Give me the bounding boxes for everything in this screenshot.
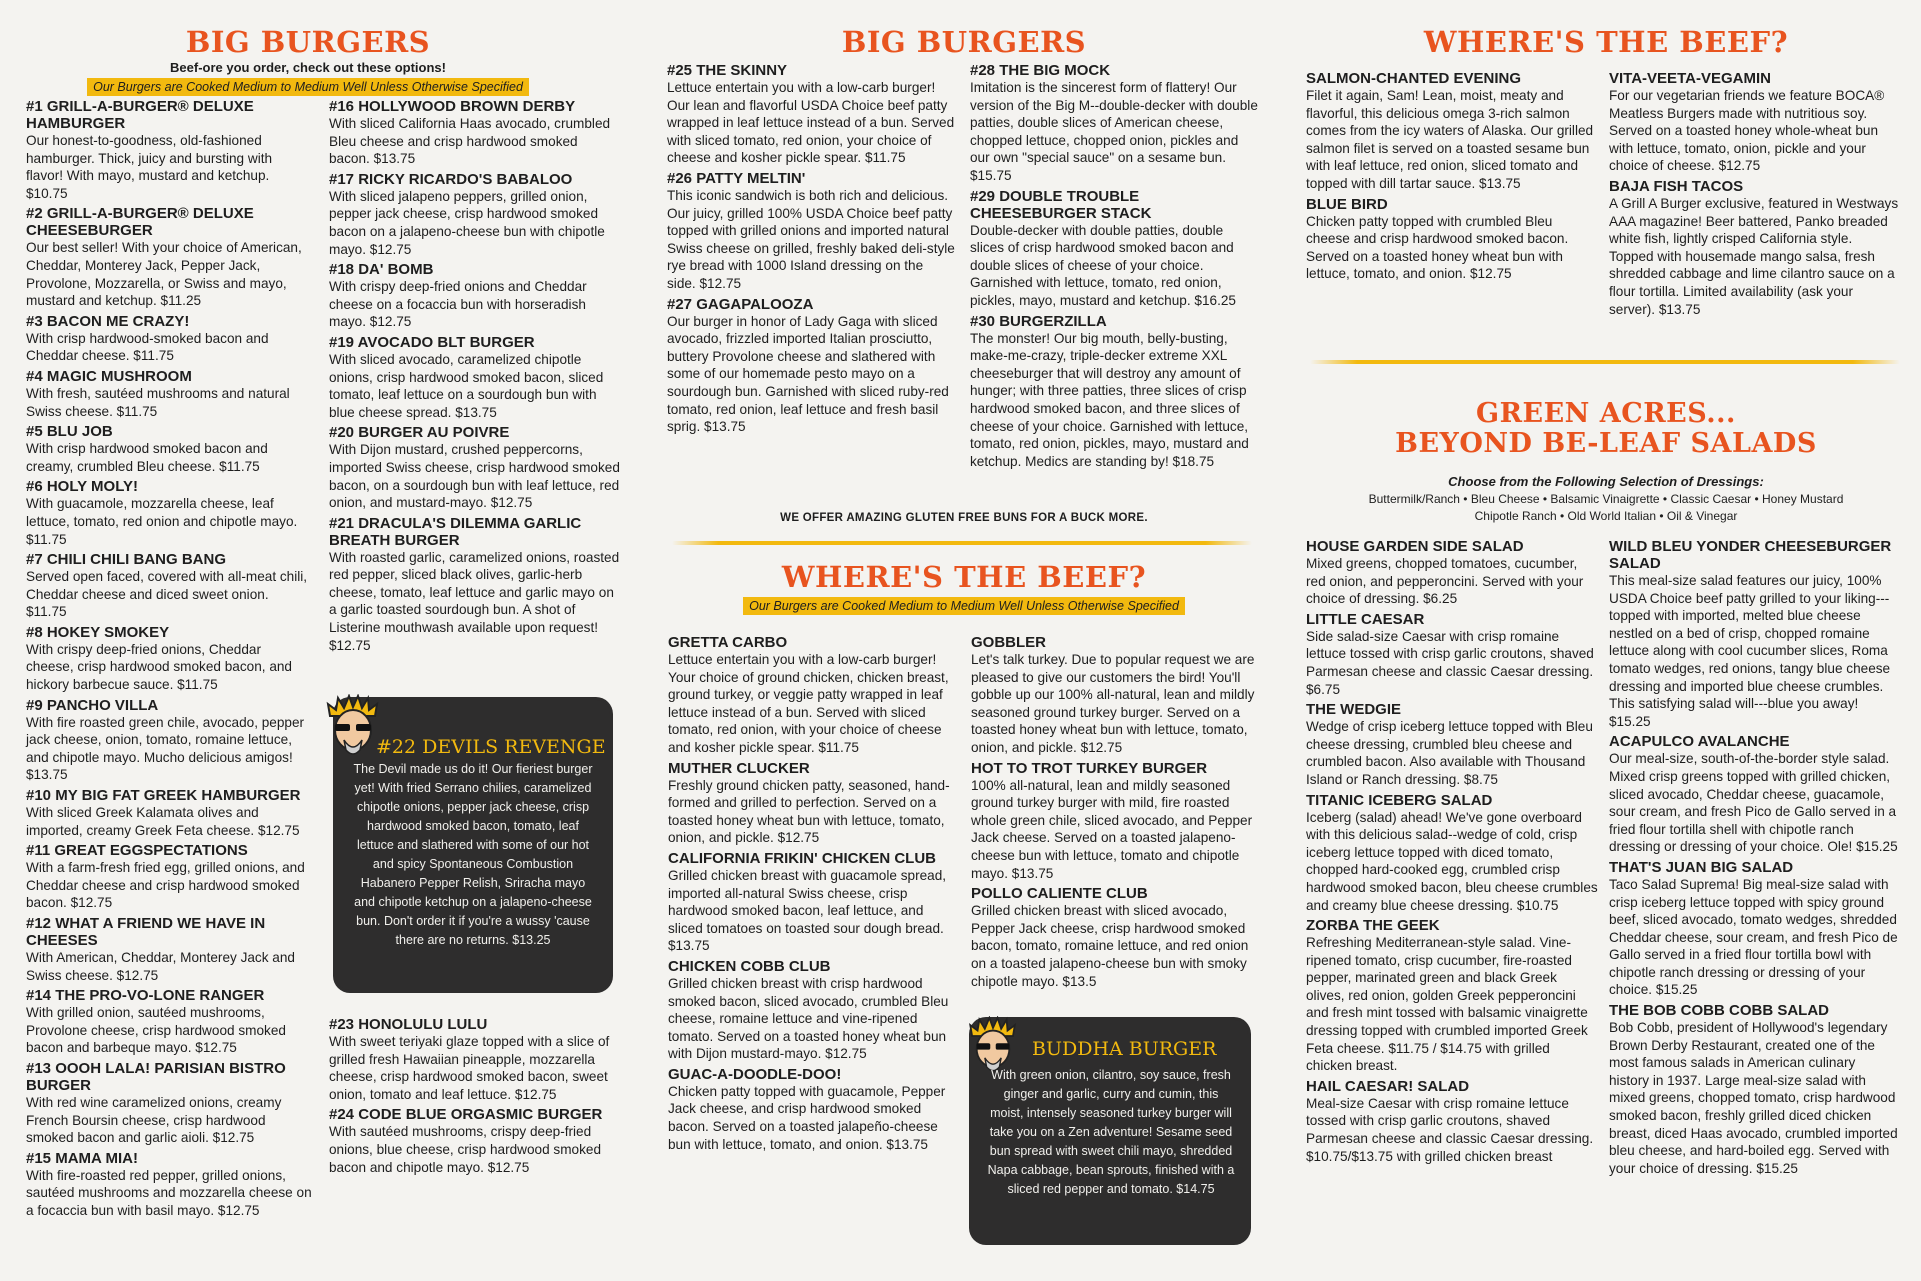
menu-item	[1306, 917, 1598, 1075]
menu-item-description: Bob Cobb, president of Hollywood's legendary Brown Derby Restaurant, created one of the most famous salads in American culinary history in 1937. Large meal-size salad with mixed greens, chopped tomato, crisp hardwood smoked bacon, freshly grilled diced chicken breast, diced Haas avocado, crumbled imported bleu cheese, and hard-boiled egg. Served with your choice of dressing. $15.25	[1609, 1020, 1898, 1176]
special-description: With green onion, cilantro, soy sauce, fresh ginger and garlic, curry and cumin, this moist, intensely seasoned turkey burger will take you on a Zen adventure! Sesame seed bun spread with sweet chili mayo, shredded Napa cabbage, bean sprouts, finished with a sliced red pepper and tomato. $14.75	[987, 1068, 1235, 1196]
menu-item-name: LITTLE CAESAR	[1306, 610, 1425, 628]
menu-item-description: With American, Cheddar, Monterey Jack and Swiss cheese. $12.75	[26, 950, 295, 983]
menu-item-description: With guacamole, mozzarella cheese, leaf lettuce, tomato, red onion and chipotle mayo. $11.75	[26, 496, 298, 547]
menu-item-description: 100% all-natural, lean and mildly seasoned ground turkey burger with mild, fire roasted whole green chile, sliced avocado, and Pepper Jack cheese. Served on a toasted jalapeno-cheese bun with lettuce, tomato and chipotle mayo. $13.75	[971, 777, 1253, 881]
menu-item	[970, 188, 1258, 310]
special-buddha-burger	[972, 1020, 1248, 1242]
menu-item-description: With Dijon mustard, crushed peppercorns, imported Swiss cheese, crisp hardwood smoked bacon, on a sourdough bun with leaf lettuce, red onion, and mustard-mayo. $12.75	[329, 442, 620, 511]
menu-column	[970, 62, 1258, 473]
menu-item-name: BLUE BIRD	[1306, 195, 1388, 213]
menu-item-name: #6 HOLY MOLY!	[26, 478, 138, 496]
menu-item-description: Side salad-size Caesar with crisp romaine lettuce tossed with crisp garlic croutons, shaved Parmesan cheese and classic Caesar dressing. $6.75	[1306, 628, 1594, 697]
menu-item	[1306, 792, 1598, 915]
menu-item-description: Mixed greens, chopped tomatoes, cucumber, red onion, and pepperoncini. Served with your choice of dressing. $6.25	[1306, 556, 1584, 607]
menu-item-description: The monster! Our big mouth, belly-busting, make-me-crazy, triple-decker extreme XXL cheeseburger that will destroy any amount of hunger; with three patties, three slices of crisp hardwood smoked bacon, and three slices of cheese of your choice. Garnished with lettuce, tomato, red onion, pickles, mayo, mustard and ketchup. Medics are standing by! $18.75	[970, 330, 1249, 469]
menu-item-name: POLLO CALIENTE CLUB	[971, 885, 1148, 903]
menu-item-name: #19 AVOCADO BLT BURGER	[329, 333, 535, 351]
menu-item-description: With sweet teriyaki glaze topped with a slice of grilled fresh Hawaiian pineapple, mozzarella cheese, crisp hardwood smoked bacon, sweet onion, tomato and leaf lettuce. $12.75	[329, 1034, 610, 1102]
menu-item-name: THAT'S JUAN BIG SALAD	[1609, 858, 1794, 876]
menu-item	[971, 760, 1259, 883]
menu-item-description: Served open faced, covered with all-meat chili, Cheddar cheese and diced sweet onion. $11.75	[26, 569, 308, 620]
menu-item	[329, 261, 621, 331]
menu-item-name: #11 GREAT EGGSPECTATIONS	[26, 842, 248, 860]
menu-item-name: ZORBA THE GEEK	[1306, 917, 1440, 935]
menu-item-description: With a farm-fresh fried egg, grilled onions, and Cheddar cheese and crisp hardwood smoked bacon. $12.75	[26, 860, 305, 911]
menu-item-name: #23 HONOLULU LULU	[329, 1016, 488, 1033]
menu-item-name: ACAPULCO AVALANCHE	[1609, 733, 1790, 751]
section-title: BIG BURGERS	[185, 25, 431, 59]
menu-item	[26, 1060, 312, 1147]
menu-item-description: With sliced jalapeno peppers, grilled onion, pepper jack cheese, crisp hardwood smoked bacon on a jalapeno-cheese bun with chipotle mayo. $12.75	[329, 188, 605, 257]
panel-big-burgers-2	[664, 0, 1264, 58]
menu-item-description: With fresh, sautéed mushrooms and natural Swiss cheese. $11.75	[26, 385, 290, 419]
menu-item-description: Chicken patty topped with crumbled Bleu cheese and crisp hardwood smoked bacon. Served on a toasted honey wheat bun with lettuce, tomato, and onion. $12.75	[1306, 213, 1569, 282]
menu-item	[26, 368, 312, 420]
menu-item	[667, 170, 955, 293]
menu-item-description: With crisp hardwood-smoked bacon and Cheddar cheese. $11.75	[26, 330, 269, 364]
dressing-list: Chipotle Ranch • Old World Italian • Oil & Vinegar	[1474, 509, 1738, 523]
menu-item-name: HOUSE GARDEN SIDE SALAD	[1306, 538, 1524, 555]
panel-wheres-the-beef	[1306, 0, 1906, 58]
menu-column	[1306, 70, 1596, 286]
menu-item	[970, 313, 1258, 471]
menu-item	[668, 958, 956, 1063]
menu-item-name: #27 GAGAPALOOZA	[667, 295, 814, 313]
menu-item	[1609, 859, 1899, 999]
menu-item	[26, 313, 312, 365]
section-divider	[672, 541, 1252, 545]
menu-column	[329, 98, 621, 657]
menu-item-name: #4 MAGIC MUSHROOM	[26, 367, 192, 385]
menu-item	[26, 697, 312, 784]
menu-item-name: CHICKEN COBB CLUB	[668, 957, 831, 975]
menu-item	[329, 424, 621, 511]
menu-column	[971, 634, 1259, 993]
menu-item-name: CALIFORNIA FRIKIN' CHICKEN CLUB	[668, 849, 936, 867]
menu-item	[1306, 611, 1598, 698]
menu-item-description: With crisp hardwood smoked bacon and creamy, crumbled Bleu cheese. $11.75	[26, 441, 268, 474]
menu-item-description: With grilled onion, sautéed mushrooms, Provolone cheese, crisp hardwood smoked bacon and barbeque mayo. $12.75	[26, 1005, 286, 1056]
menu-item-name: #2 GRILL-A-BURGER® DELUXE CHEESEBURGER	[26, 205, 254, 240]
menu-item	[1609, 178, 1899, 318]
menu-item-description: Chicken patty topped with guacamole, Pepper Jack cheese, and crisp hardwood smoked bacon. Served on a toasted jalapeño-cheese bun with lettuce, tomato, and onion. $13.75	[668, 1083, 946, 1152]
menu-item-description: Refreshing Mediterranean-style salad. Vine-ripened tomato, crisp cucumber, fire-roasted pepper, marinated green and black Greek olives, red onion, golden Greek pepperoncini and fresh mint tossed with balsamic vinaigrette dressing topped with crumbled imported Greek Feta cheese. $11.75 / $14.75 with grilled chicken breast.	[1306, 935, 1588, 1074]
menu-column	[1609, 538, 1899, 1180]
menu-item-description: A Grill A Burger exclusive, featured in Westways AAA magazine! Beer battered, Panko breaded white fish, lightly crisped California style. Topped with housemade mango salsa, fresh shredded cabbage and lime cilantro sauce on a flour tortilla. Limited availability (ask your server). $13.75	[1609, 195, 1899, 317]
menu-item-description: Our honest-to-goodness, old-fashioned hamburger. Thick, juicy and bursting with flavor! With mayo, mustard and ketchup. $10.75	[26, 133, 273, 201]
menu-item-name: #30 BURGERZILLA	[970, 312, 1107, 330]
menu-item-name: #18 DA' BOMB	[329, 261, 434, 279]
menu-item-name: #17 RICKY RICARDO'S BABALOO	[329, 170, 573, 188]
menu-item	[971, 634, 1259, 757]
menu-item-name: THE BOB COBB COBB SALAD	[1609, 1002, 1829, 1020]
menu-item-description: With crispy deep-fried onions, Cheddar cheese, crisp hardwood smoked bacon, and hickory barbecue sauce. $11.75	[26, 641, 292, 693]
menu-item-name: #24 CODE BLUE ORGASMIC BURGER	[329, 1106, 603, 1124]
menu-item	[26, 205, 312, 309]
menu-item	[26, 551, 312, 621]
menu-item	[1609, 70, 1899, 175]
menu-item	[668, 1066, 956, 1153]
menu-item-name: #25 THE SKINNY	[667, 62, 788, 79]
menu-item	[329, 171, 621, 258]
menu-item-name: #13 OOOH LALA! PARISIAN BISTRO BURGER	[26, 1059, 286, 1094]
menu-column	[667, 62, 955, 439]
menu-item-description: Iceberg (salad) ahead! We've gone overboard with this delicious salad--wedge of cold, crisp iceberg lettuce topped with diced tomato, chopped hard-cooked egg, crumbled crisp hardwood smoked bacon, bleu cheese crumbles and creamy blue cheese dressing. $10.75	[1306, 809, 1598, 913]
menu-item-name: HOT TO TROT TURKEY BURGER	[971, 759, 1208, 777]
menu-item-name: #7 CHILI CHILI BANG BANG	[26, 551, 227, 569]
cooking-banner: Our Burgers are Cooked Medium to Medium Well Unless Otherwise Specified	[743, 597, 1185, 615]
menu-item-name: WILD BLEU YONDER CHEESEBURGER SALAD	[1609, 538, 1892, 572]
menu-item	[668, 634, 956, 757]
section-divider	[1310, 360, 1900, 364]
section-title: WHERE'S THE BEEF?	[1423, 25, 1789, 59]
section-tagline: Beef-ore you order, check out these options!	[170, 60, 446, 75]
menu-item-description: With roasted garlic, caramelized onions, roasted red pepper, sliced black olives, garlic-herb cheese, tomato, leaf lettuce and garlic mayo on a garlic toasted sourdough bun. A shot of Listerine mouthwash available upon request! $12.75	[329, 549, 620, 653]
menu-item-description: With sliced Greek Kalamata olives and imported, creamy Greek Feta cheese. $12.75	[26, 805, 300, 838]
menu-item-description: For our vegetarian friends we feature BOCA® Meatless Burgers made with nutritious soy. Served on a toasted honey whole-wheat bun with lettuce, tomato, onion, pickle and your choice of cheese. $12.75	[1609, 88, 1885, 174]
special-description: The Devil made us do it! Our fieriest burger yet! With fried Serrano chilies, caramelized chipotle onions, pepper jack cheese, crisp hardwood smoked bacon, tomato, leaf lettuce and slathered with some of our hot and spicy Spontaneous Combustion Habanero Pepper Relish, Sriracha mayo and chipotle ketchup on a jalapeno-cheese bun. Don't order it if you're a wussy 'cause there are no returns. $13.25	[353, 762, 593, 947]
menu-item-description: This iconic sandwich is both rich and delicious. Our juicy, grilled 100% USDA Choice beef patty topped with grilled onions and imported natural Swiss cheese on grilled, freshly baked deli-style rye bread with 1000 Island dressing on the side. $12.75	[667, 187, 955, 291]
menu-item-description: Grilled chicken breast with guacamole spread, imported all-natural Swiss cheese, crisp hardwood smoked bacon, leaf lettuce, and sliced tomatoes on toasted sour dough bread. $13.75	[668, 867, 947, 954]
menu-item	[329, 515, 621, 655]
menu-item-description: With sliced California Haas avocado, crumbled Bleu cheese and crisp hardwood smoked bacon. $13.75	[329, 116, 611, 167]
menu-item-description: Grilled chicken breast with crisp hardwood smoked bacon, sliced avocado, crumbled Bleu cheese, romaine lettuce and vine-ripened tomato. Served on a toasted honey wheat bun with Dijon mustard-mayo. $12.75	[668, 975, 949, 1062]
menu-item	[1306, 196, 1596, 283]
menu-item	[26, 624, 312, 694]
menu-item-description: With crispy deep-fried onions and Cheddar cheese on a focaccia bun with horseradish mayo. $12.75	[329, 279, 587, 330]
menu-item	[971, 885, 1259, 990]
menu-item-description: Imitation is the sincerest form of flattery! Our version of the Big M--double-decker with double patties, double slices of American cheese, chopped lettuce, chopped onion, pickles and our own "special sauce" on a sesame bun. $15.75	[970, 80, 1258, 183]
salad-section-subtitle: BEYOND BE-LEAF SALADS	[1395, 428, 1817, 459]
menu-item-name: #14 THE PRO-VO-LONE RANGER	[26, 987, 265, 1005]
menu-item-name: #15 MAMA MIA!	[26, 1149, 138, 1167]
section-title: WHERE'S THE BEEF?	[781, 560, 1147, 594]
menu-item	[1306, 70, 1596, 193]
menu-item-name: MUTHER CLUCKER	[668, 759, 810, 777]
menu-item-description: Lettuce entertain you with a low-carb burger! Your choice of ground chicken, chicken breast, ground turkey, or veggie patty wrapped in leaf lettuce instead of a bun. Served with sliced tomato, red onion, with your choice of cheese and kosher pickle spear. $11.75	[668, 652, 949, 755]
menu-item-description: With sliced avocado, caramelized chipotle onions, crisp hardwood smoked bacon, sliced tomato, leaf lettuce on a sourdough bun with blue cheese spread. $13.75	[329, 351, 604, 420]
menu-item-description: Double-decker with double patties, double slices of crisp hardwood smoked bacon and double slices of cheese of your choice. Garnished with lettuce, tomato, red onion, pickles, mayo, mustard and ketchup. $16.25	[970, 222, 1236, 308]
menu-item-name: #12 WHAT A FRIEND WE HAVE IN CHEESES	[26, 915, 266, 949]
menu-item-description: Meal-size Caesar with crisp romaine lettuce tossed with crisp garlic croutons, shaved Parmesan cheese and classic Caesar dressing. $10.75/$13.75 with grilled chicken breast	[1306, 1095, 1594, 1164]
menu-item	[667, 62, 955, 167]
menu-item-name: #3 BACON ME CRAZY!	[26, 312, 190, 330]
menu-item-name: #9 PANCHO VILLA	[26, 696, 159, 714]
menu-item-name: #8 HOKEY SMOKEY	[26, 623, 170, 641]
menu-item	[329, 1106, 621, 1176]
menu-item-description: Freshly ground chicken patty, seasoned, hand-formed and grilled to perfection. Served on a toasted honey wheat bun with lettuce, tomato, onion, and pickle. $12.75	[668, 777, 950, 846]
menu-item-name: BAJA FISH TACOS	[1609, 177, 1744, 195]
cooking-banner: Our Burgers are Cooked Medium to Medium Well Unless Otherwise Specified	[87, 78, 529, 96]
menu-item	[26, 423, 312, 475]
menu-item-description: With fire roasted green chile, avocado, pepper jack cheese, onion, tomato, romaine lettuce, and chipotle mayo. Mucho delicious amigos! $13.75	[26, 714, 305, 783]
menu-column	[1609, 70, 1899, 321]
menu-item	[1306, 538, 1598, 608]
menu-item-description: Let's talk turkey. Due to popular request we are pleased to give our customers the bird! You'll gobble up our 100% all-natural, lean and mildly seasoned ground turkey burger. Served on a toasted honey wheat bun with lettuce, tomato, onion, and pickle. $12.75	[971, 652, 1255, 755]
menu-item-name: GRETTA CARBO	[668, 634, 788, 651]
gluten-free-note: WE OFFER AMAZING GLUTEN FREE BUNS FOR A BUCK MORE.	[780, 512, 1148, 524]
menu-item	[668, 850, 956, 955]
menu-item	[1306, 701, 1598, 788]
menu-item-description: With sautéed mushrooms, crispy deep-fried onions, blue cheese, crisp hardwood smoked bacon and chipotle mayo. $12.75	[329, 1124, 602, 1175]
special-title: #22 DEVILS REVENGE	[376, 736, 606, 758]
menu-item-name: #20 BURGER AU POIVRE	[329, 424, 510, 442]
menu-item-name: GUAC-A-DOODLE-DOO!	[668, 1065, 842, 1083]
menu-item-name: TITANIC ICEBERG SALAD	[1306, 791, 1493, 809]
section-title: BIG BURGERS	[841, 25, 1087, 59]
menu-item-description: Our burger in honor of Lady Gaga with sliced avocado, frizzled imported Italian prosciutto, buttery Provolone cheese and slathered with some of our homemade pesto mayo on a sourdough bun. Garnished with sliced ruby-red tomato, red onion, leaf lettuce and fresh basil sprig. $13.75	[667, 313, 949, 435]
menu-item	[26, 1150, 312, 1220]
menu-item-name: SALMON-CHANTED EVENING	[1306, 70, 1522, 87]
menu-item	[26, 987, 312, 1057]
menu-item-description: Lettuce entertain you with a low-carb burger! Our lean and flavorful USDA Choice beef patty wrapped in leaf lettuce instead of a bun. Served with sliced tomato, red onion, your choice of cheese and kosher pickle spear. $11.75	[667, 80, 955, 166]
dressing-heading: Choose from the Following Selection of Dressings:	[1448, 474, 1764, 489]
menu-item-name: #21 DRACULA'S DILEMMA GARLIC BREATH BURGER	[329, 514, 582, 549]
menu-item-name: GOBBLER	[971, 634, 1046, 651]
menu-item	[1609, 538, 1899, 730]
menu-column	[329, 1016, 621, 1179]
menu-item-name: #5 BLU JOB	[26, 423, 113, 441]
menu-item	[329, 334, 621, 421]
menu-item-name: THE WEDGIE	[1306, 701, 1402, 719]
menu-item-description: With fire-roasted red pepper, grilled onions, sautéed mushrooms and mozzarella cheese on a focaccia bun with basil mayo. $12.75	[26, 1167, 312, 1218]
menu-item-name: #28 THE BIG MOCK	[970, 62, 1111, 79]
menu-item	[1306, 1078, 1598, 1165]
menu-item-description: Our best seller! With your choice of American, Cheddar, Monterey Jack, Pepper Jack, Provolone, Mozzarella, or Swiss and mayo, mustard and ketchup. $11.25	[26, 240, 302, 309]
menu-item-name: #16 HOLLYWOOD BROWN DERBY	[329, 98, 576, 115]
menu-column	[668, 634, 956, 1156]
menu-item-name: #29 DOUBLE TROUBLE CHEESEBURGER STACK	[970, 187, 1152, 222]
menu-item	[1609, 1002, 1899, 1177]
salad-section-title: GREEN ACRES...	[1476, 398, 1736, 429]
menu-item-description: Filet it again, Sam! Lean, moist, meaty and flavorful, this delicious omega 3-rich salmon comes from the icy waters of Alaska. Our grilled salmon filet is served on a toasted sesame bun with leaf lettuce, red onion, sliced tomato and topped with dill tartar sauce. $13.75	[1306, 88, 1594, 191]
special-devils-revenge	[336, 700, 610, 990]
menu-item-name: #1 GRILL-A-BURGER® DELUXE HAMBURGER	[26, 98, 254, 132]
menu-item-description: Grilled chicken breast with sliced avocado, Pepper Jack cheese, crisp hardwood smoked bacon, tomato, romaine lettuce, and red onion on a toasted jalapeno-cheese bun with smoky chipotle mayo. $13.5	[971, 903, 1249, 989]
menu-item-description: Taco Salad Suprema! Big meal-size salad with crisp iceberg lettuce topped with spicy ground beef, sliced avocado, tomato wedges, shredded Cheddar cheese, sour cream, and fresh Pico de Gallo served in a fried flour tortilla bowl with chipotle ranch dressing or dressing of your choice. $15.25	[1609, 876, 1898, 998]
menu-item-description: Wedge of crisp iceberg lettuce topped with Bleu cheese dressing, crumbled bleu cheese and crumbled bacon. Also available with Thousand Island or Ranch dressing. $8.75	[1306, 719, 1593, 787]
menu-item	[26, 478, 312, 548]
menu-item	[26, 842, 312, 912]
menu-item-name: HAIL CAESAR! SALAD	[1306, 1077, 1470, 1095]
menu-item	[26, 915, 312, 984]
special-title: BUDDHA BURGER	[1032, 1038, 1217, 1060]
menu-item-name: #26 PATTY MELTIN'	[667, 169, 806, 187]
menu-item	[668, 760, 956, 847]
menu-item	[26, 787, 312, 839]
menu-item	[329, 1016, 621, 1103]
dressing-list: Buttermilk/Ranch • Bleu Cheese • Balsamic Vinaigrette • Classic Caesar • Honey Mustard	[1368, 492, 1844, 506]
menu-item-description: With red wine caramelized onions, creamy French Boursin cheese, crisp hardwood smoked bacon and garlic aioli. $12.75	[26, 1094, 282, 1146]
menu-column	[26, 98, 312, 1223]
menu-item-description: This meal-size salad features our juicy, 100% USDA Choice beef patty grilled to your liking---topped with imported, melted blue cheese nestled on a bed of crisp, chopped romaine lettuce along with cool cucumber slices, Roma tomato wedges, red onions, tangy blue cheese dressing and imported blue cheese crumbles. This satisfying salad will---blue you away! $15.25	[1609, 573, 1891, 729]
menu-item-description: Our meal-size, south-of-the-border style salad. Mixed crisp greens topped with grilled chicken, sliced avocado, Cheddar cheese, guacamole, sour cream, and fresh Pico de Gallo served in a fried flour tortilla shell with chipotle ranch dressing or dressing of your choice. Ole! $15.25	[1609, 751, 1898, 855]
menu-item-name: VITA-VEETA-VEGAMIN	[1609, 70, 1771, 87]
chef-face-icon	[322, 694, 384, 765]
menu-item	[1609, 733, 1899, 856]
menu-item-name: #10 MY BIG FAT GREEK HAMBURGER	[26, 787, 301, 805]
menu-item	[26, 98, 312, 202]
menu-item	[970, 62, 1258, 185]
menu-column	[1306, 538, 1598, 1168]
menu-item	[329, 98, 621, 168]
menu-item	[667, 296, 955, 436]
panel-big-burgers-1	[22, 0, 618, 96]
